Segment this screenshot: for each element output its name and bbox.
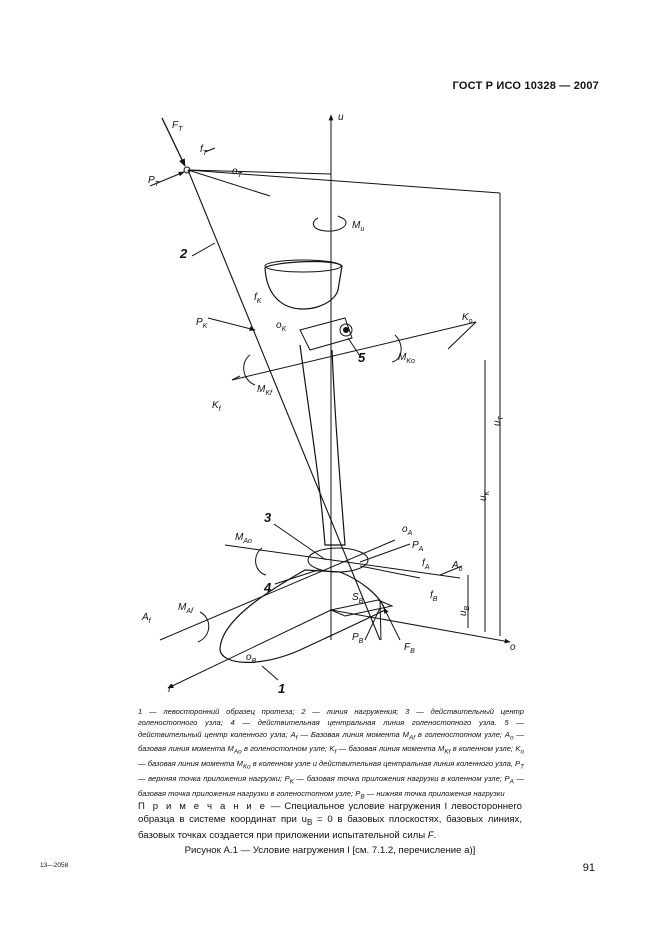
label-u: u <box>338 112 344 123</box>
label-fb-force: $F_B$ <box>404 642 415 655</box>
label-fk: $f_K$ <box>254 292 262 305</box>
label-ft-dist: $f_T$ <box>200 144 208 157</box>
label-1: 1 <box>278 681 286 696</box>
figure-title: Рисунок А.1 — Условие нагружения I [см. 7.1.2, перечисление a)] <box>184 845 476 856</box>
label-f: f <box>168 684 171 695</box>
foot <box>220 570 385 662</box>
label-kf: $K_f$ <box>212 400 221 413</box>
label-3: 3 <box>264 510 272 525</box>
label-fa: $f_A$ <box>422 558 430 571</box>
page-number: 91 <box>582 862 595 874</box>
label-ok: $o_K$ <box>276 320 287 333</box>
standard-header: ГОСТ Р ИСО 10328 — 2007 <box>452 80 599 92</box>
label-pb: $P_B$ <box>352 632 364 645</box>
label-mko: $M_{Ko}$ <box>398 352 415 365</box>
label-sb: $S_B$ <box>352 592 364 605</box>
label-af: $A_f$ <box>142 612 151 625</box>
label-2: 2 <box>180 246 188 261</box>
label-fb: $f_B$ <box>430 590 438 603</box>
label-ut: $u_T$ <box>492 416 505 426</box>
note-lead: П р и м е ч а н и е <box>138 801 267 812</box>
sheet-code: 13—2058 <box>40 862 69 869</box>
label-ot: $o_T$ <box>232 166 242 179</box>
label-mao: $M_{Ao}$ <box>235 532 252 545</box>
label-o: o <box>510 642 516 653</box>
note-paragraph: П р и м е ч а н и е — Специальное условие нагружения I левостороннего образца в системе координат при $u_B = 0$ в базовых плоскостях, базовых линиях, базовых точках создается при приложении испытательной силы F. <box>138 801 522 841</box>
label-4: 4 <box>264 580 272 595</box>
label-ft: $F_T$ <box>172 120 183 133</box>
label-ob: $o_B$ <box>246 652 257 665</box>
label-ao: $A_o$ <box>452 560 463 573</box>
label-pt: $P_T$ <box>148 175 159 188</box>
pylon <box>300 345 345 545</box>
label-uk: $u_K$ <box>478 490 491 501</box>
label-5: 5 <box>358 350 366 365</box>
f-axis <box>168 610 331 688</box>
label-pk: $P_K$ <box>196 317 208 330</box>
label-pa: $P_A$ <box>412 540 424 553</box>
label-mkf: $M_{Kf}$ <box>257 384 272 397</box>
label-mu: $M_u$ <box>352 220 365 233</box>
label-ko: $K_o$ <box>462 312 473 325</box>
label-oa: $o_A$ <box>402 524 413 537</box>
label-maf: $M_{Af}$ <box>178 602 193 615</box>
ko-baseline <box>232 322 476 380</box>
label-ub: $u_B$ <box>458 605 471 616</box>
socket <box>265 262 342 310</box>
figure-legend: 1 — левосторонний образец протеза; 2 — линия нагружения; 3 — действительный центр голеностопного узла; 4 — действительная центральная линия голеностопного узла. 5 — действительный центр коленного узла; $A_f$ — Базовая линия момента $M_{Af}$ в голеностопном узле; $A_o$ — базовая линия момента $M_{Ao}$ в голеностопном узле; $K_f$ — базовая линия момента $M_{Kf}$ в коленном узле; $K_o$ — базовая линия момента $M_{Ko}$ в коленном узле и действительная центральная линия коленного узла, $P_T$ — верхняя точка приложения нагрузки; $P_K$ — базовая точка приложения нагрузки в коленном узле; $P_A$ — базовая точка приложения нагрузки в голеностопном узле; $P_B$ — нижняя точка приложения нагрузки <box>138 707 524 801</box>
